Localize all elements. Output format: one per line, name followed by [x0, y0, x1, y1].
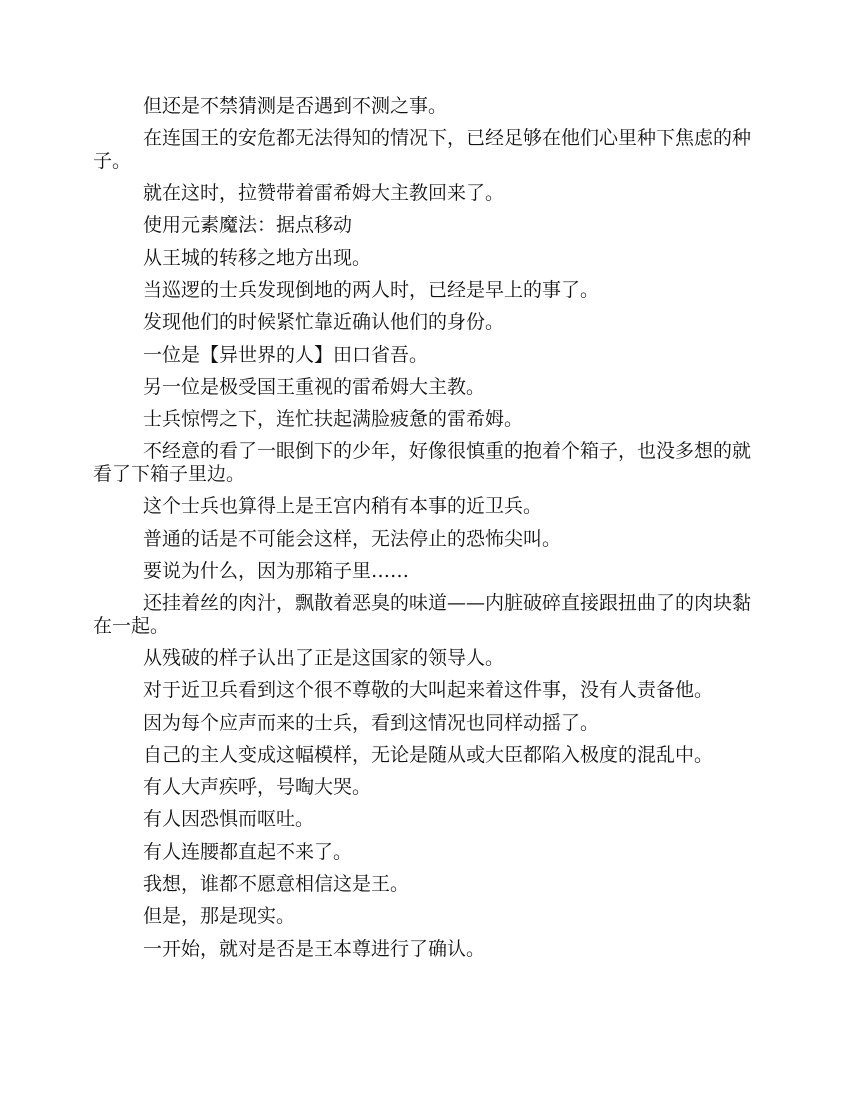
- paragraph: 普通的话是不可能会这样，无法停止的恐怖尖叫。: [143, 527, 562, 550]
- paragraph: 当巡逻的士兵发现倒地的两人时，已经是早上的事了。: [143, 278, 600, 301]
- paragraph: 从王城的转移之地方出现。: [143, 246, 372, 269]
- paragraph: 使用元素魔法：据点移动: [143, 214, 353, 237]
- paragraph: 就在这时，拉赞带着雷希姆大主教回来了。: [143, 182, 505, 205]
- text-body: [93, 95, 757, 960]
- paragraph: 因为每个应声而来的士兵，看到这情况也同样动摇了。: [143, 711, 600, 734]
- paragraph: 但是，那是现实。: [143, 905, 296, 928]
- paragraph: 要说为什么，因为那箱子里……: [143, 559, 410, 582]
- paragraph: 另一位是极受国王重视的雷希姆大主教。: [143, 375, 486, 398]
- paragraph: 还挂着丝的肉汁，飘散着恶臭的味道——内脏破碎直接跟扭曲了的肉块黏在一起。: [93, 592, 752, 637]
- paragraph: 发现他们的时候紧忙靠近确认他们的身份。: [143, 311, 505, 334]
- paragraph: 有人大声疾呼，号啕大哭。: [143, 776, 372, 799]
- paragraph: 有人连腰都直起不来了。: [143, 840, 353, 863]
- paragraph: 自己的主人变成这幅模样，无论是随从或大臣都陷入极度的混乱中。: [143, 743, 714, 766]
- paragraph: 在连国王的安危都无法得知的情况下，已经足够在他们心里种下焦虑的种子。: [93, 127, 752, 172]
- paragraph: 一开始，就对是否是王本尊进行了确认。: [143, 937, 486, 960]
- paragraph: 一位是【异世界的人】田口省吾。: [143, 343, 429, 366]
- paragraph: 对于近卫兵看到这个很不尊敬的大叫起来着这件事，没有人责备他。: [143, 679, 714, 702]
- paragraph: 我想，谁都不愿意相信这是王。: [143, 873, 410, 896]
- paragraph: 不经意的看了一眼倒下的少年，好像很慎重的抱着个箱子，也没多想的就看了下箱子里边。: [93, 440, 752, 485]
- paragraph: 有人因恐惧而呕吐。: [143, 808, 315, 831]
- paragraph: 这个士兵也算得上是王宫内稍有本事的近卫兵。: [143, 495, 543, 518]
- paragraph: 士兵惊愕之下，连忙扶起满脸疲惫的雷希姆。: [143, 408, 524, 431]
- paragraph: 但还是不禁猜测是否遇到不测之事。: [143, 95, 448, 117]
- paragraph: 从残破的样子认出了正是这国家的领导人。: [143, 646, 505, 669]
